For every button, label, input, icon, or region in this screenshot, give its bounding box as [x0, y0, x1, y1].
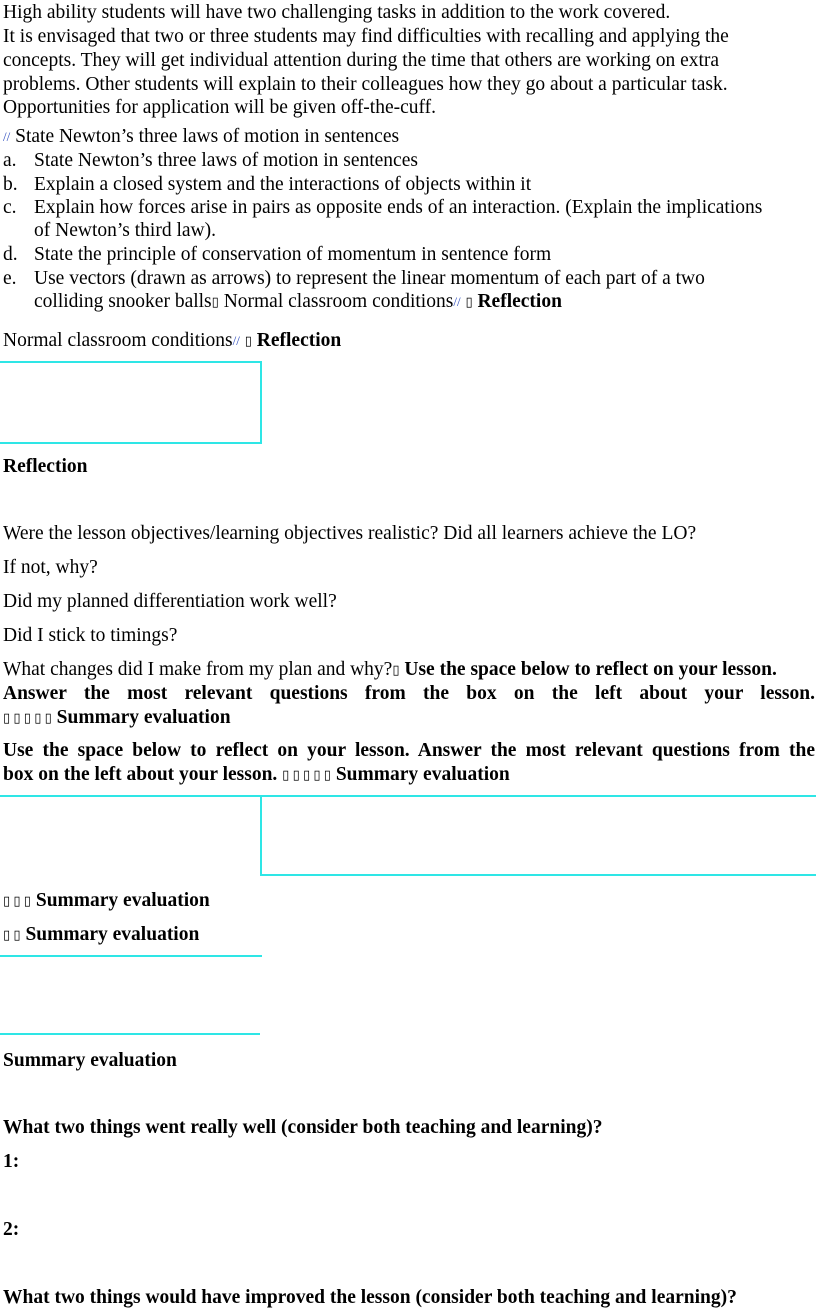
reflection-question-3: Did my planned differentiation work well? — [3, 591, 337, 612]
table-border-top — [0, 795, 816, 797]
slash-glyph-icon: // — [453, 294, 461, 309]
reflect-instruction-text: box on the left about your lesson. — [3, 764, 278, 785]
intro-line-1: High ability students will have two challenging tasks in addition to the work covered. — [3, 2, 671, 23]
box-glyph-icon: ▯ — [211, 294, 219, 309]
summary-question-2: What two things would have improved the lesson (consider both teaching and learning)? — [3, 1287, 737, 1308]
summary-repeat-1-text: Summary evaluation — [35, 890, 210, 911]
reflect-instruction-line-2 — [3, 764, 510, 786]
box-glyphs-icon: ▯ ▯ ▯ ▯ ▯ — [282, 767, 331, 782]
objective-item-c: Explain how forces arise in pairs as opposite ends of an interaction. (Explain the implications — [34, 197, 763, 218]
summary-repeat-2-text: Summary evaluation — [25, 924, 200, 945]
objective-marker-d: d. — [3, 244, 18, 265]
table-rule-2 — [0, 1033, 260, 1035]
summary-label-2: 2: — [3, 1219, 20, 1240]
objective-tail-text: Normal classroom conditions — [223, 291, 454, 312]
intro-line-5: Opportunities for application will be given off-the-cuff. — [3, 97, 437, 118]
normal-conditions-bold: Reflection — [256, 330, 342, 351]
table-cell-border — [0, 361, 262, 444]
objectives-heading — [3, 126, 399, 148]
objective-item-e-cont-text: colliding snooker balls — [34, 291, 212, 312]
objective-item-e-cont — [34, 291, 562, 313]
objective-marker-e: e. — [3, 268, 17, 289]
box-glyphs-icon: ▯ ▯ ▯ — [3, 893, 31, 908]
objective-tail-bold: Reflection — [477, 291, 562, 312]
intro-line-2: It is envisaged that two or three students may find difficulties with recalling and applying the — [3, 26, 729, 47]
reflection-question-2: If not, why? — [3, 557, 98, 578]
objective-item-e: Use vectors (drawn as arrows) to represent the linear momentum of each part of a two — [34, 268, 705, 289]
table-border-bottom — [260, 874, 816, 876]
reflection-inline-tail: Summary evaluation — [56, 707, 231, 728]
summary-question-1: What two things went really well (consider both teaching and learning)? — [3, 1117, 603, 1138]
intro-line-4: problems. Other students will explain to their colleagues how they go about a particular task. — [3, 74, 728, 95]
reflection-question-1: Were the lesson objectives/learning objectives realistic? Did all learners achieve the LO? — [3, 523, 697, 544]
table-border-divider — [260, 795, 262, 876]
summary-label-1: 1: — [3, 1151, 20, 1172]
objective-item-d: State the principle of conservation of momentum in sentence form — [34, 244, 552, 265]
normal-conditions-text: Normal classroom conditions — [3, 330, 233, 351]
reflect-instruction-line-1: Use the space below to reflect on your lesson. Answer the most relevant questions from the — [3, 740, 815, 761]
slash-glyph-icon: // — [3, 129, 11, 144]
summary-repeat-2 — [3, 924, 199, 946]
reflection-question-5-line — [3, 659, 815, 681]
reflect-instruction-tail: Summary evaluation — [335, 764, 510, 785]
box-glyph-icon: ▯ — [465, 294, 473, 309]
reflection-inline-bold-1: Use the space below to reflect on your lesson. — [404, 659, 777, 680]
reflection-heading: Reflection — [3, 456, 88, 477]
reflection-question-5: What changes did I make from my plan and why? — [3, 659, 393, 680]
objective-marker-b: b. — [3, 174, 18, 195]
reflection-question-4: Did I stick to timings? — [3, 625, 178, 646]
objective-item-b: Explain a closed system and the interactions of objects within it — [34, 174, 532, 195]
box-glyphs-icon: ▯ ▯ — [3, 927, 21, 942]
objective-item-c-cont: of Newton’s third law). — [34, 220, 216, 241]
objective-marker-a: a. — [3, 150, 17, 171]
summary-heading: Summary evaluation — [3, 1050, 177, 1071]
box-glyph-icon: ▯ — [244, 333, 252, 348]
box-glyph-icon: ▯ — [392, 662, 400, 677]
box-glyphs-icon: ▯ ▯ ▯ ▯ ▯ — [3, 710, 52, 725]
table-rule-1 — [0, 955, 262, 957]
objectives-heading-text: State Newton’s three laws of motion in sentences — [15, 126, 400, 147]
objective-marker-c: c. — [3, 197, 17, 218]
objective-item-a: State Newton’s three laws of motion in sentences — [34, 150, 418, 171]
slash-glyph-icon: // — [232, 333, 240, 348]
intro-line-3: concepts. They will get individual attention during the time that others are working on extra — [3, 50, 720, 71]
normal-conditions-line — [3, 330, 341, 352]
reflection-inline-bold-2: Answer the most relevant questions from the box on the left about your lesson. — [3, 683, 815, 704]
reflection-inline-summary — [3, 707, 231, 729]
summary-repeat-1 — [3, 890, 210, 912]
